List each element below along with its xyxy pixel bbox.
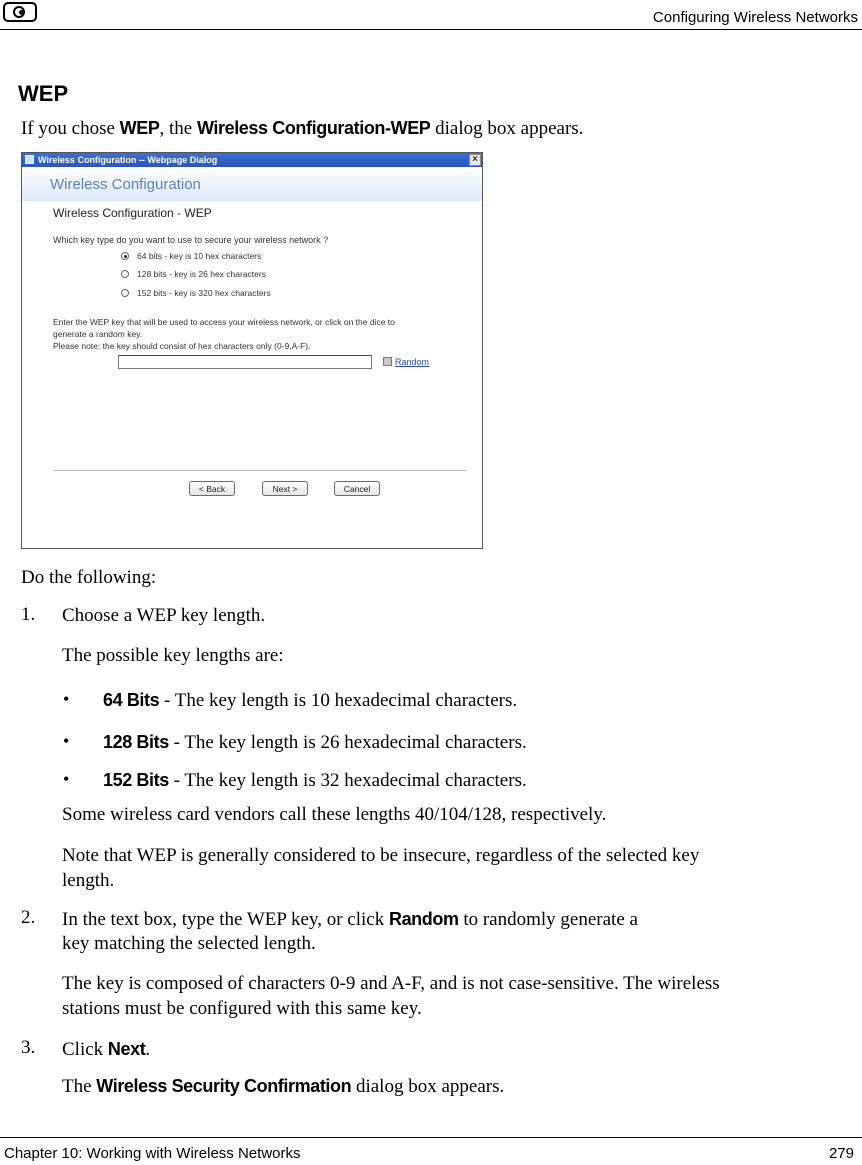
next-button[interactable]: Next > <box>262 481 308 496</box>
radio-128-bits[interactable]: 128 bits - key is 26 hex characters <box>121 269 266 279</box>
publisher-logo-icon <box>3 2 37 22</box>
vendors-note: Some wireless card vendors call these lengths 40/104/128, respectively. <box>62 804 607 825</box>
section-heading: WEP <box>18 81 69 106</box>
footer-rule <box>0 1137 862 1138</box>
key-type-question: Which key type do you want to use to secure your wireless network ? <box>53 235 329 245</box>
window-icon <box>25 155 34 164</box>
step1-text: Choose a WEP key length. <box>62 605 266 626</box>
close-icon[interactable]: × <box>469 154 481 166</box>
radio-64-bits[interactable]: 64 bits - key is 10 hex characters <box>121 251 261 261</box>
dialog-titlebar <box>22 153 482 167</box>
step3-result: The Wireless Security Confirmation dialog box appears. <box>62 1076 505 1097</box>
instruction-line: generate a random key. <box>53 329 143 339</box>
wep-key-input[interactable] <box>118 355 372 369</box>
bullet-128-bits: 128 Bits - The key length is 26 hexadecimal characters. <box>103 732 527 753</box>
step3-text: Click Next. <box>62 1039 151 1060</box>
do-following: Do the following: <box>21 567 157 588</box>
radio-152-bits[interactable]: 152 bits - key is 320 hex characters <box>121 288 271 298</box>
step2-note: The key is composed of characters 0-9 and A-F, and is not case-sensitive. The wireless <box>62 973 720 994</box>
step-number: 1. <box>21 604 36 625</box>
intro-paragraph: If you chose WEP, the Wireless Configuration-WEP dialog box appears. <box>21 118 584 139</box>
chapter-footer: Chapter 10: Working with Wireless Networks <box>4 1145 301 1162</box>
insecure-note-cont: length. <box>62 870 115 891</box>
step2-text: In the text box, type the WEP key, or click Random to randomly generate a <box>62 909 638 930</box>
bullet-152-bits: 152 Bits - The key length is 32 hexadecimal characters. <box>103 770 527 791</box>
page-number: 279 <box>828 1145 854 1162</box>
step-number: 3. <box>21 1037 36 1058</box>
random-link[interactable]: Random <box>383 357 429 367</box>
instruction-line: Enter the WEP key that will be used to access your wireless network, or click on the dice to <box>53 317 395 327</box>
cancel-button[interactable]: Cancel <box>334 481 380 496</box>
dialog-separator <box>53 470 467 472</box>
insecure-note: Note that WEP is generally considered to be insecure, regardless of the selected key <box>62 845 700 866</box>
step-number: 2. <box>21 907 36 928</box>
instruction-line: Please note: the key should consist of hex characters only (0-9,A-F). <box>53 341 311 351</box>
radio-icon[interactable] <box>121 289 129 297</box>
dialog-window-title: Wireless Configuration -- Webpage Dialog <box>38 155 218 165</box>
back-button[interactable]: < Back <box>189 481 235 496</box>
dialog-subtitle: Wireless Configuration - WEP <box>53 206 212 220</box>
running-head: Configuring Wireless Networks <box>652 9 858 26</box>
dice-icon[interactable] <box>383 357 392 366</box>
header-rule <box>0 29 862 30</box>
bullet-glyph: • <box>63 731 70 751</box>
bullet-glyph: • <box>63 769 70 789</box>
step2-note-cont: stations must be configured with this same key. <box>62 998 422 1019</box>
step2-text-cont: key matching the selected length. <box>62 933 316 954</box>
radio-selected-icon[interactable] <box>121 252 129 260</box>
wep-dialog-screenshot <box>21 152 483 549</box>
step1-sub: The possible key lengths are: <box>62 645 284 666</box>
bullet-64-bits: 64 Bits - The key length is 10 hexadecimal characters. <box>103 690 518 711</box>
dialog-banner: Wireless Configuration <box>22 167 482 201</box>
radio-icon[interactable] <box>121 270 129 278</box>
bullet-glyph: • <box>63 689 70 709</box>
